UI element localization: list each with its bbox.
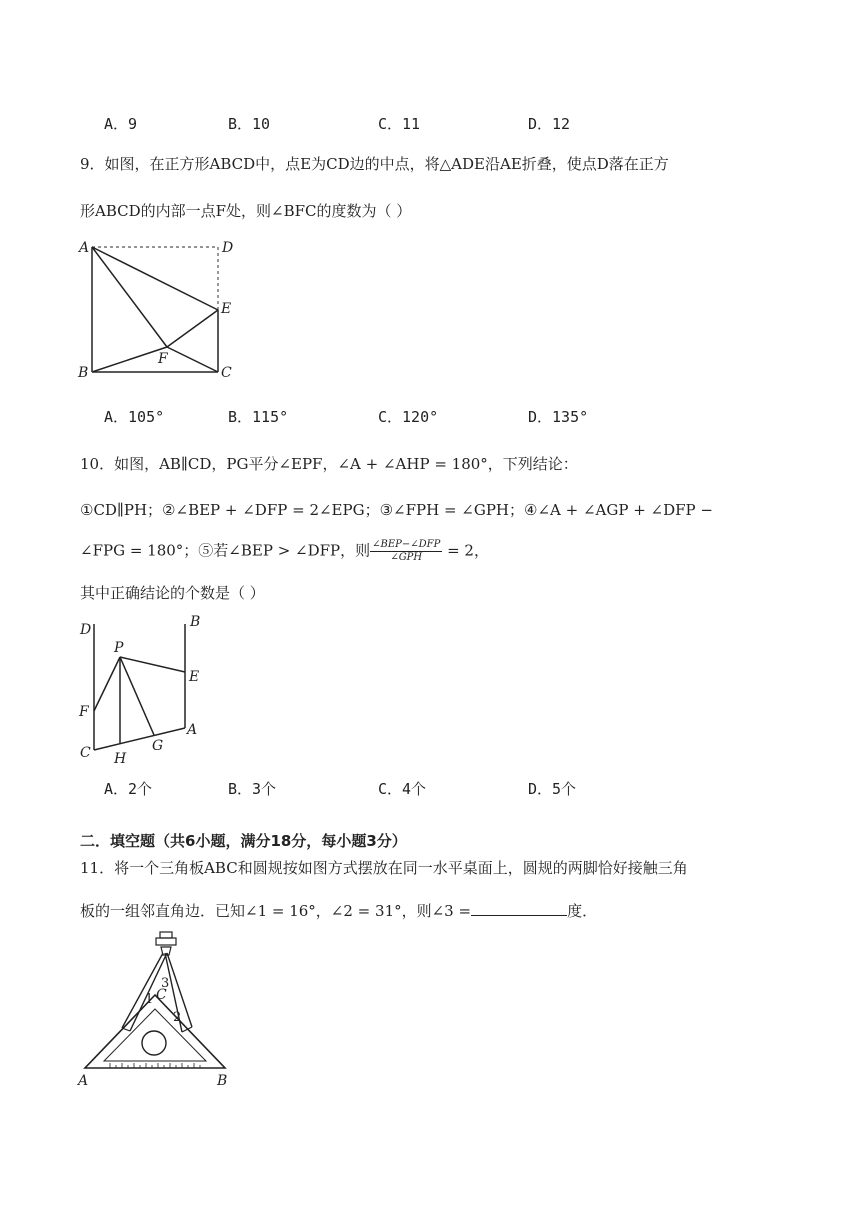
q11-label-angle1: 1 — [145, 992, 154, 1007]
q8-option-c: C．11 — [378, 115, 421, 133]
q11-compass-left-foot — [122, 1028, 130, 1031]
q10-text-line3 — [80, 539, 489, 564]
q9-label-a: A — [79, 240, 90, 256]
q9-label-d: D — [222, 240, 234, 256]
q10-line-pf — [94, 657, 120, 711]
q9-text-line2: 形ABCD的内部一点F处，则∠BFC的度数为（ ） — [80, 202, 412, 220]
q10-line-pe — [120, 657, 185, 672]
q10-option-a: A．2个 — [104, 780, 153, 798]
q9-fc — [167, 347, 218, 372]
q9-fe — [167, 310, 218, 347]
q10-label-f: F — [79, 704, 89, 720]
q10-option-b: B．3个 — [228, 780, 277, 798]
q11-triangle-inner — [104, 1009, 206, 1061]
q10-fraction — [370, 539, 442, 564]
q9-bf — [92, 347, 167, 372]
q11-text-line1: 11．将一个三角板ABC和圆规按如图方式摆放在同一水平桌面上，圆规的两脚恰好接触三角 — [80, 859, 688, 877]
q9-option-c: C．120° — [378, 408, 439, 426]
q11-line2-a: 板的一组邻直角边．已知∠1 = 16°，∠2 = 31°，则∠3 = — [80, 902, 472, 920]
q9-figure — [70, 232, 240, 382]
q8-option-a: A．9 — [104, 115, 138, 133]
q8-option-b: B．10 — [228, 115, 271, 133]
q10-text-line4: 其中正确结论的个数是（ ） — [80, 584, 265, 602]
q8-option-d: D．12 — [528, 115, 571, 133]
q9-option-d: D．135° — [528, 408, 589, 426]
q11-compass-head — [156, 938, 176, 945]
q10-text-line2: ①CD∥PH；②∠BEP + ∠DFP = 2∠EPG；③∠FPH = ∠GPH；④∠A + ∠AGP + ∠DFP − — [80, 501, 713, 519]
q11-label-angle2: 2 — [173, 1010, 182, 1025]
q11-triangle-hole — [142, 1031, 166, 1055]
q10-label-h: H — [114, 751, 127, 767]
q11-figure — [70, 925, 240, 1095]
q11-label-c: C — [156, 987, 167, 1003]
q10-label-g: G — [152, 738, 164, 754]
q10-figure — [70, 610, 220, 770]
q10-line3-a: ∠FPG = 180°；⑤若∠BEP > ∠DFP，则 — [80, 541, 371, 560]
q10-label-b: B — [190, 614, 201, 630]
q9-af — [92, 247, 167, 347]
q10-line-ca — [94, 728, 185, 750]
q10-label-e: E — [189, 669, 200, 685]
q10-line3-b: = 2， — [442, 541, 489, 560]
q11-label-angle3: 3 — [161, 976, 170, 991]
q11-compass-knob — [160, 932, 172, 938]
q9-label-b: B — [78, 365, 89, 381]
q10-option-c: C．4个 — [378, 780, 427, 798]
q10-label-c: C — [80, 745, 91, 761]
q11-label-b: B — [217, 1073, 228, 1089]
q11-line2-b: 度． — [567, 902, 598, 920]
q9-label-e: E — [221, 301, 232, 317]
q10-label-d: D — [80, 622, 92, 638]
q10-frac-num: ∠BEP−∠DFP — [372, 539, 441, 550]
q10-option-d: D．5个 — [528, 780, 577, 798]
q10-frac-den: ∠GPH — [390, 552, 423, 563]
q9-label-c: C — [221, 365, 232, 381]
q11-label-a: A — [78, 1073, 89, 1089]
q9-option-a: A．105° — [104, 408, 165, 426]
section2-title: 二．填空题（共6小题，满分18分，每小题3分） — [80, 832, 407, 850]
q10-label-a: A — [187, 722, 198, 738]
q9-ae — [92, 247, 218, 310]
q9-label-f: F — [158, 351, 168, 367]
q10-line-pg — [120, 657, 154, 735]
q11-answer-blank[interactable] — [471, 901, 567, 916]
q10-label-p: P — [114, 640, 124, 656]
q10-text-line1: 10．如图，AB∥CD，PG平分∠EPF，∠A + ∠AHP = 180°，下列结论： — [80, 455, 578, 473]
q9-text-line1: 9．如图，在正方形ABCD中，点E为CD边的中点，将△ADE沿AE折叠，使点D落在正方 — [80, 155, 669, 173]
q11-text-line2 — [80, 900, 597, 921]
q9-option-b: B．115° — [228, 408, 289, 426]
